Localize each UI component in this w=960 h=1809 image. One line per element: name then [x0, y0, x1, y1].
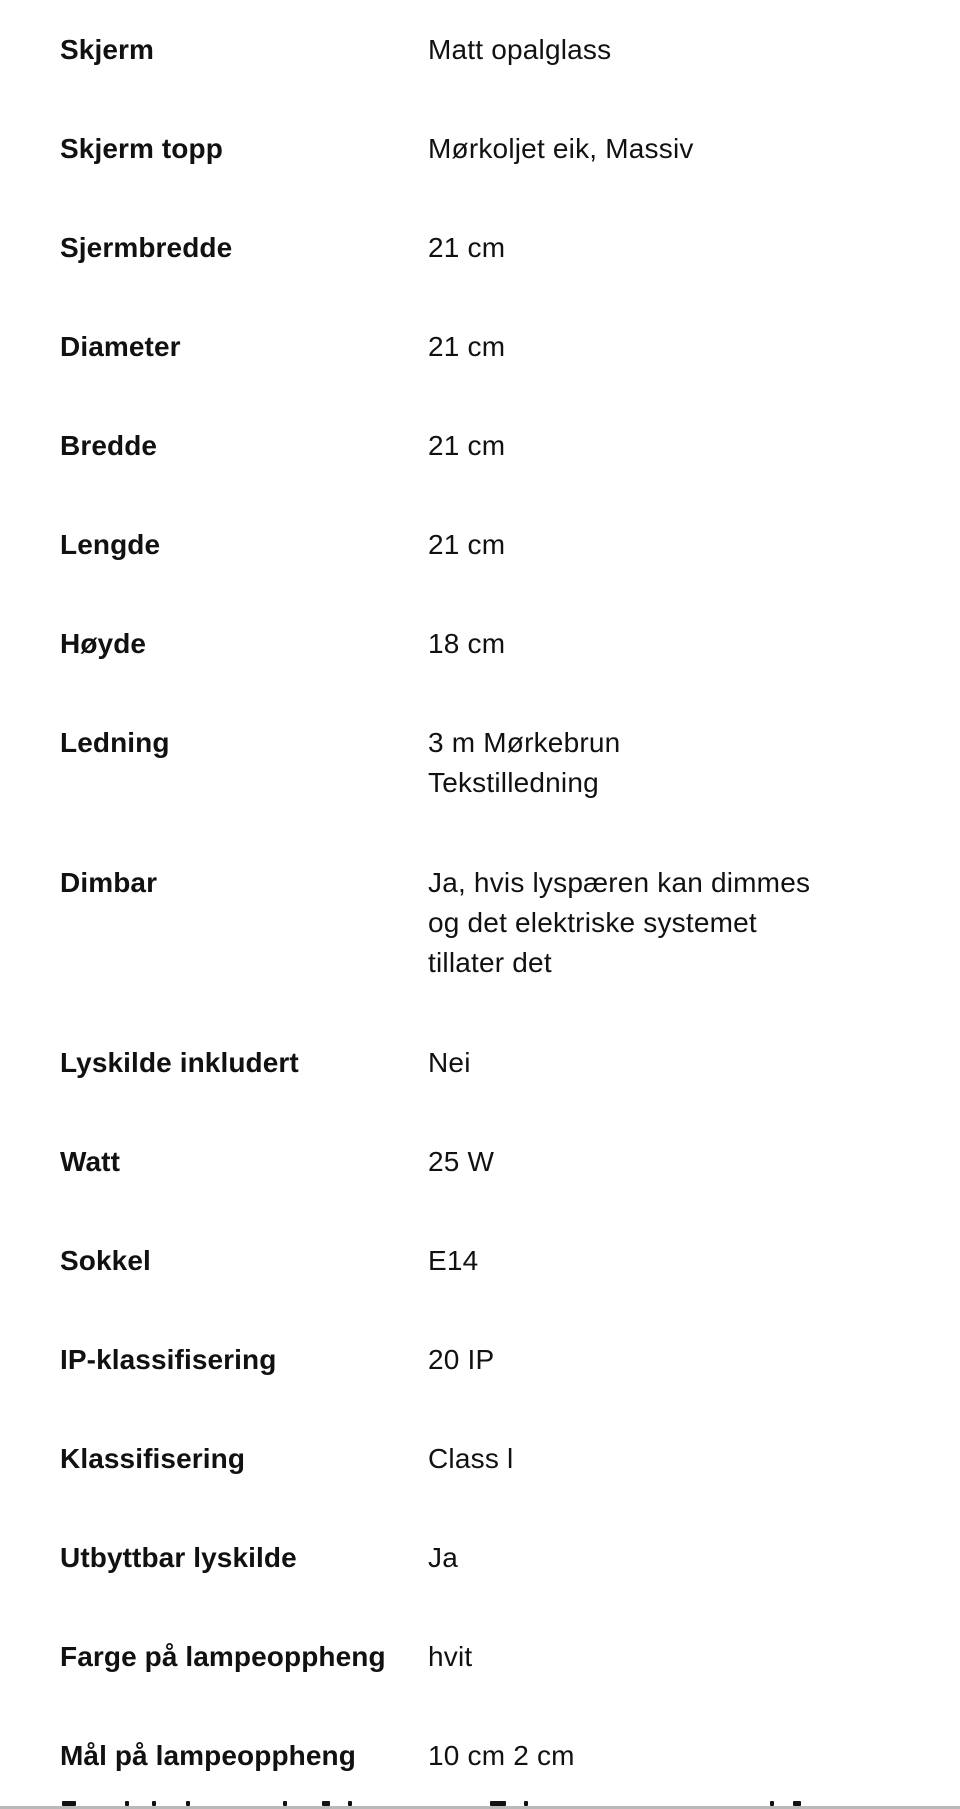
spec-value: 21 cm: [428, 430, 506, 461]
spec-value: hvit: [428, 1641, 473, 1672]
spec-row-farge-pa-lampeoppheng: [0, 1607, 960, 1706]
spec-label: Diameter: [60, 331, 181, 362]
spec-row-lyskilde-inkludert: [0, 1013, 960, 1112]
spec-row-clipped: [0, 1795, 960, 1806]
spec-value: Class l: [428, 1443, 514, 1474]
spec-row-utbyttbar-lyskilde: [0, 1508, 960, 1607]
spec-value: 10 cm 2 cm: [428, 1740, 575, 1771]
spec-value: 18 cm: [428, 628, 506, 659]
spec-row-ip-klassifisering: [0, 1310, 960, 1409]
spec-label: Skjerm: [60, 34, 154, 65]
spec-label: Watt: [60, 1146, 121, 1177]
spec-label: Farge på lampeoppheng: [60, 1641, 386, 1672]
spec-label: Sjermbredde: [60, 232, 233, 263]
spec-row-ledning: [0, 693, 960, 833]
spec-row-klassifisering: [0, 1409, 960, 1508]
spec-value: Matt opalglass: [428, 34, 612, 65]
spec-label: Klassifisering: [60, 1443, 246, 1474]
spec-value: 20 IP: [428, 1344, 495, 1375]
spec-label: Ledning: [60, 727, 170, 758]
spec-value: 3 m Mørkebrun Tekstilledning: [428, 727, 621, 798]
spec-label: Mål på lampeoppheng: [60, 1740, 356, 1771]
spec-label: Bredde: [60, 430, 158, 461]
spec-label: IP-klassifisering: [60, 1344, 277, 1375]
spec-value: 21 cm: [428, 529, 506, 560]
spec-row-sokkel: [0, 1211, 960, 1310]
spec-value: 21 cm: [428, 331, 506, 362]
spec-label: Skjerm topp: [60, 133, 223, 164]
spec-value: Ja, hvis lyspæren kan dimmes og det elektriske systemet tillater det: [428, 867, 811, 978]
spec-row-hoyde: [0, 594, 960, 693]
spec-label: Lyskilde inkludert: [60, 1047, 299, 1078]
spec-row-watt: [0, 1112, 960, 1211]
spec-label: Sokkel: [60, 1245, 151, 1276]
spec-label: Dimbar: [60, 867, 158, 898]
spec-value: 25 W: [428, 1146, 495, 1177]
spec-label: Høyde: [60, 628, 147, 659]
spec-label: Utbyttbar lyskilde: [60, 1542, 297, 1573]
spec-value: Mørkoljet eik, Massiv: [428, 133, 694, 164]
spec-row-bredde: [0, 396, 960, 495]
spec-label: Lengde: [60, 529, 161, 560]
spec-row-lengde: [0, 495, 960, 594]
spec-value: 21 cm: [428, 232, 506, 263]
spec-row-skjerm-topp: [0, 99, 960, 198]
spec-row-sjermbredde: [0, 198, 960, 297]
spec-row-mal-pa-lampeoppheng: [0, 1706, 960, 1805]
spec-value: E14: [428, 1245, 479, 1276]
spec-value: Nei: [428, 1047, 471, 1078]
spec-value: Ja: [428, 1542, 458, 1573]
spec-row-dimbar: [0, 833, 960, 1013]
spec-row-skjerm: [0, 0, 960, 99]
spec-row-diameter: [0, 297, 960, 396]
